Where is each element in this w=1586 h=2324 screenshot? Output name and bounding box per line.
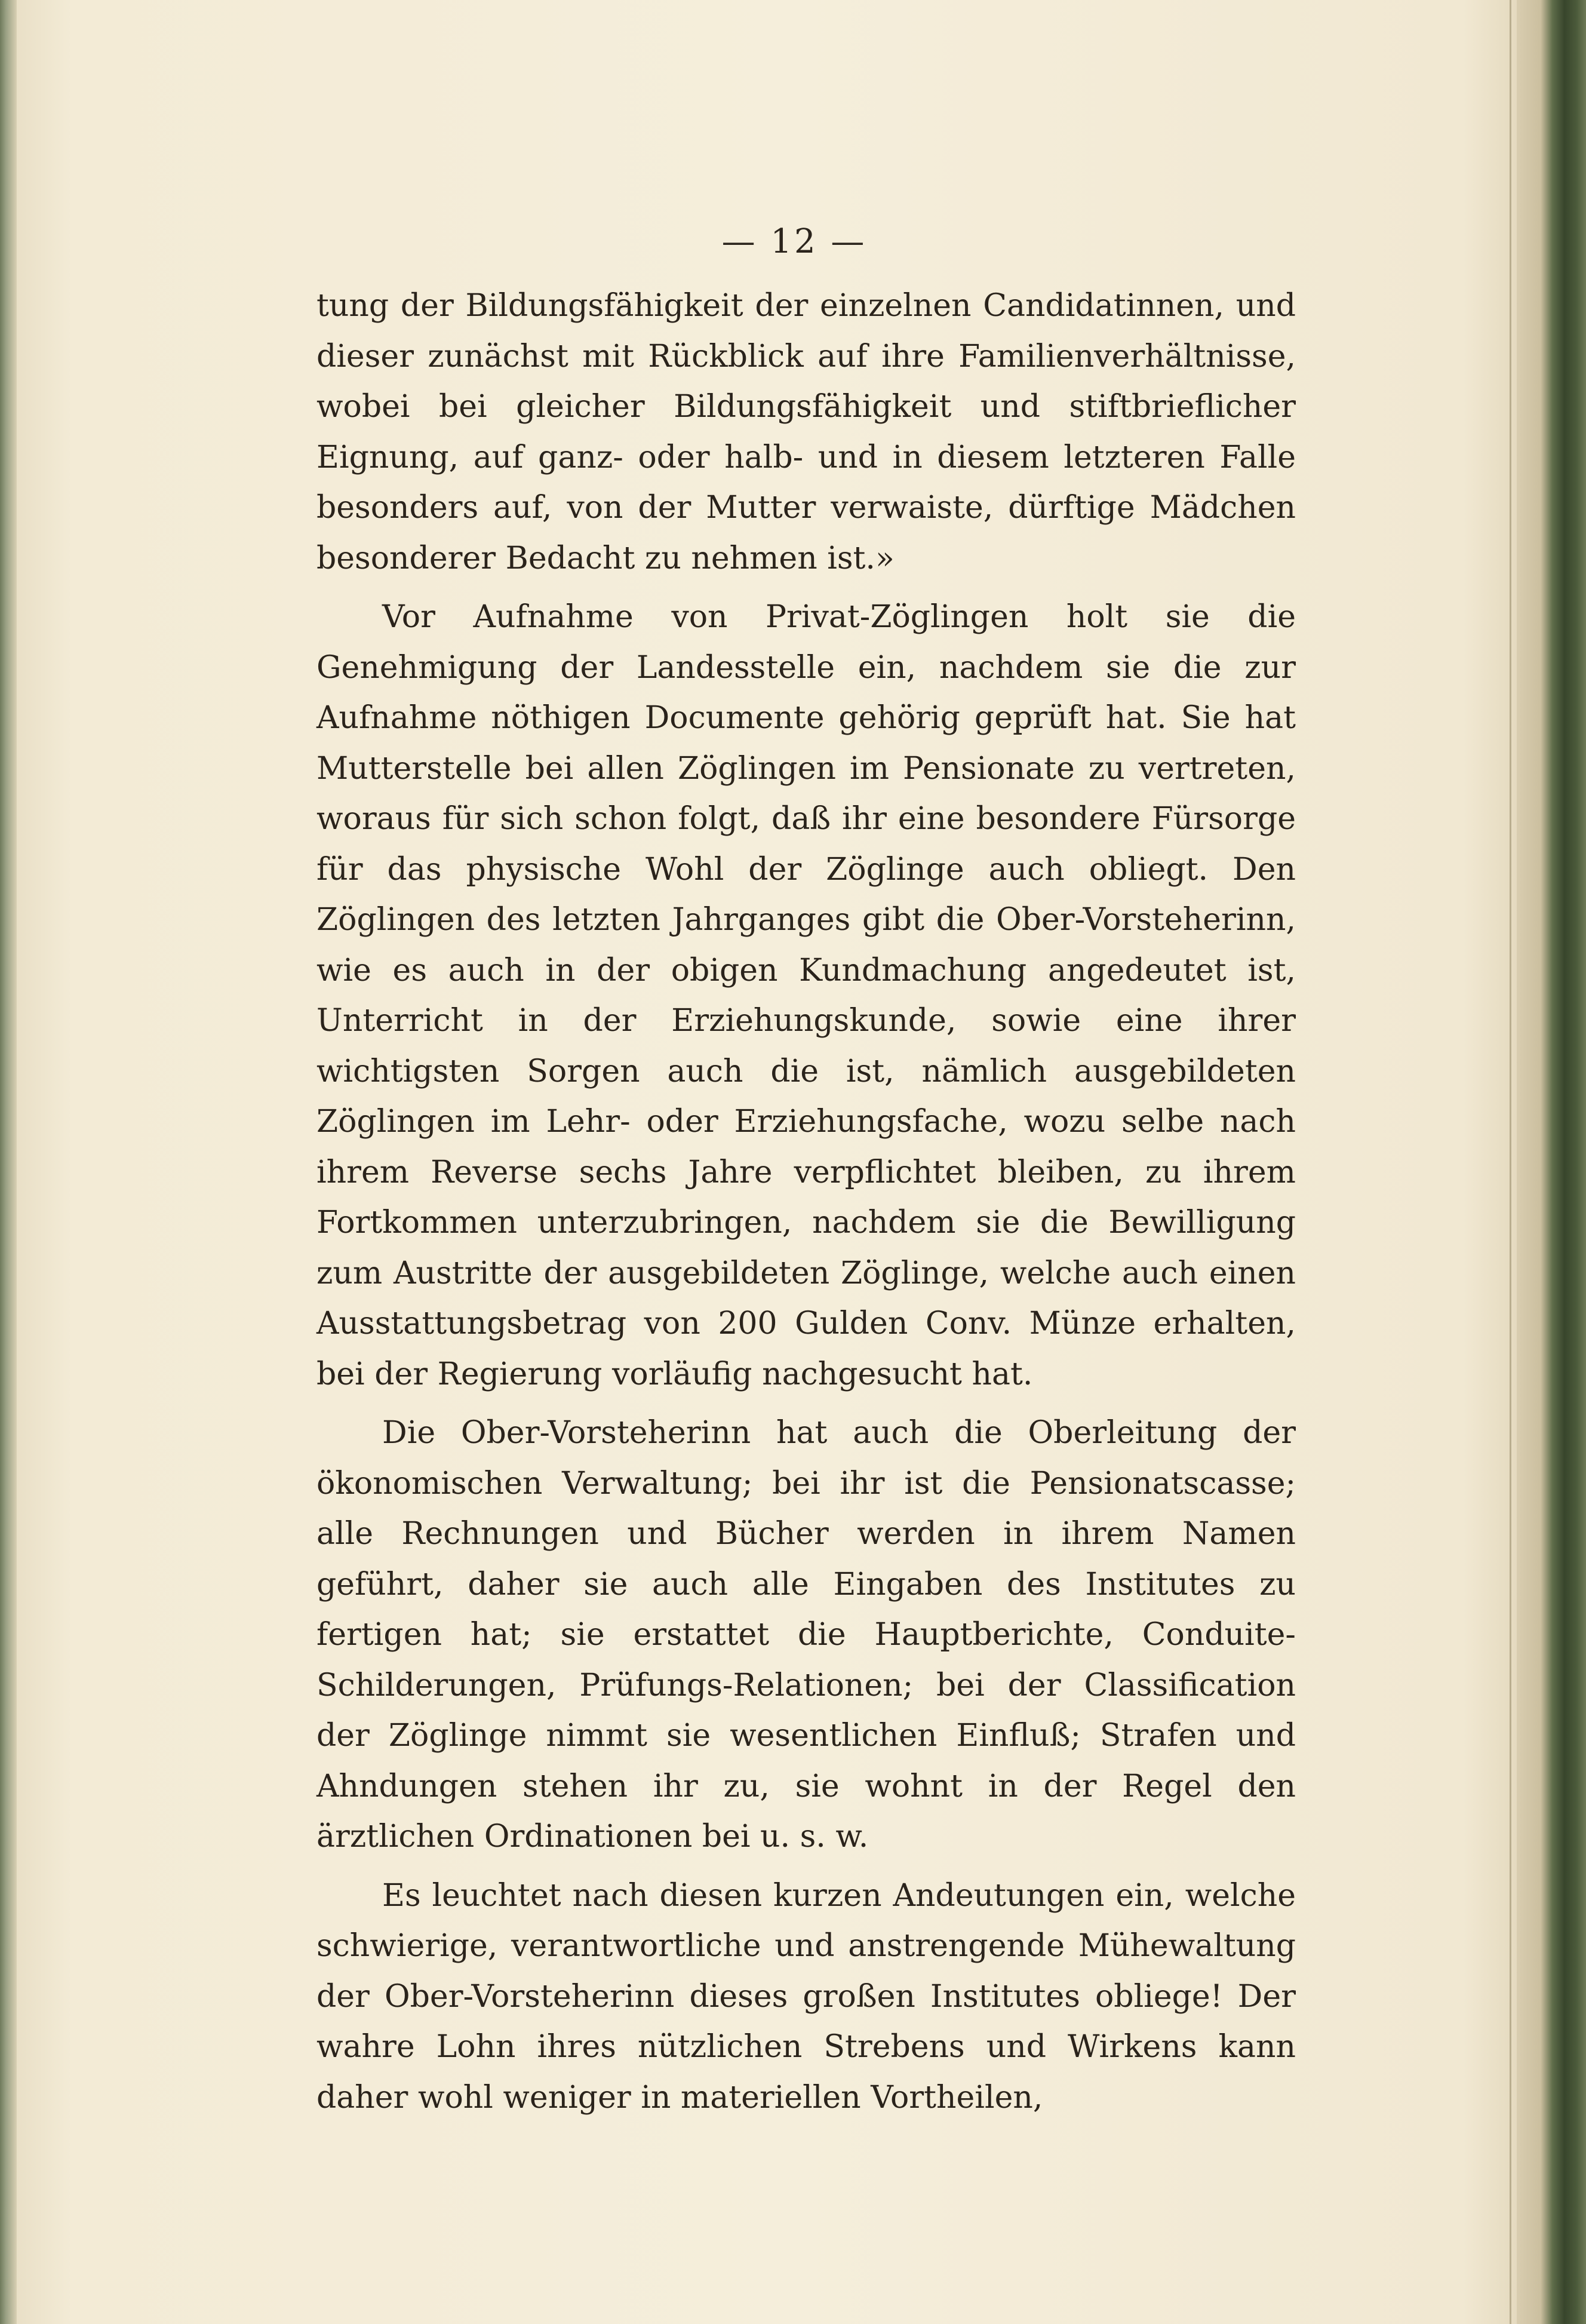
binding-thread — [1510, 0, 1511, 2324]
page-number: — 12 — — [721, 222, 867, 261]
left-page-edge — [0, 0, 17, 2324]
paragraph-conclusion: Es leuchtet nach diesen kurzen Andeutungen ein, welche schwierige, verantwortliche und anstrengende Mühewaltung der Ober-Vorsteherinn dieses großen Institutes obliege! Der wahre Lohn ihres nützlichen Strebens und Wirkens kann daher wohl weniger in materiellen Vortheilen, — [316, 1877, 1296, 2116]
paragraph-private-pupils: Vor Aufnahme von Privat-Zöglingen holt sie die Genehmigung der Landesstelle ein, nachdem sie die zur Aufnahme nöthigen Documente gehörig geprüft hat. Sie hat Mutterstelle bei allen Zöglingen im Pensionate zu vertreten, woraus für sich schon folgt, daß ihr eine besondere Fürsorge für das physische Wohl der Zöglinge auch obliegt. Den Zöglingen des letzten Jahrganges gibt die Ober-Vorsteherinn, wie es auch in der obigen Kundmachung angedeutet ist, Unterricht in der Erziehungskunde, sowie eine ihrer wichtigsten Sorgen auch die ist, nämlich ausgebildeten Zöglingen im Lehr- oder Erziehungsfache, wozu selbe nach ihrem Reverse sechs Jahre verpflichtet bleiben, zu ihrem Fortkommen unterzubringen, nachdem sie die Bewilligung zum Austritte der ausgebildeten Zöglinge, welche auch einen Ausstattungsbetrag von 200 Gulden Conv. Münze erhalten, bei der Regierung vorläufig nachgesucht hat. — [316, 599, 1296, 1392]
paragraph-administration: Die Ober-Vorsteherinn hat auch die Oberleitung der ökonomischen Verwaltung; bei ihr ist die Pensionatscasse; alle Rechnungen und Bücher werden in ihrem Namen geführt, daher sie auch alle Eingaben des Institutes zu fertigen hat; sie erstattet die Hauptberichte, Conduite-Schilderungen, Prüfungs-Relationen; bei der Classification der Zöglinge nimmt sie wesentlichen Einfluß; Strafen und Ahndungen stehen ihr zu, sie wohnt in der Regel den ärztlichen Ordinationen bei u. s. w. — [316, 1415, 1296, 1855]
paragraph-continued: tung der Bildungsfähigkeit der einzelnen Candidatinnen, und dieser zunächst mit Rückblick auf ihre Familienverhältnisse, wobei bei gleicher Bildungsfähigkeit und stiftbrieflicher Eignung, auf ganz- oder halb- und in diesem letzteren Falle besonders auf, von der Mutter verwaiste, dürftige Mädchen besonderer Bedacht zu nehmen ist.» — [316, 288, 1296, 576]
body-text — [316, 281, 1296, 2123]
book-spine — [1517, 0, 1586, 2324]
